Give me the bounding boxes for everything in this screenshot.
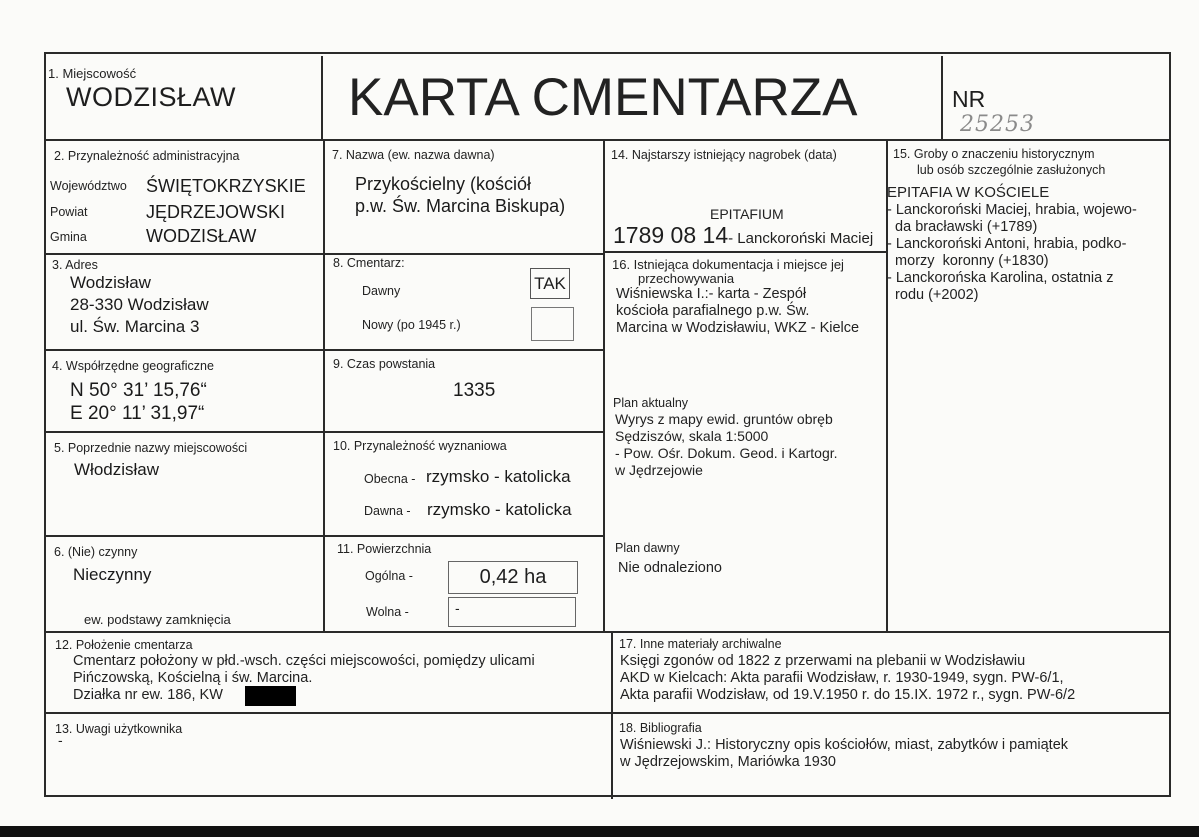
- admin-key-county: Powiat: [50, 205, 88, 219]
- free-area-field[interactable]: -: [448, 597, 576, 627]
- historic-graves-heading: EPITAFIA W KOŚCIELE: [887, 184, 1050, 201]
- field-17-label: 17. Inne materiały archiwalne: [619, 637, 782, 651]
- page-title: KARTA CMENTARZA: [348, 68, 858, 127]
- current-plan-line-1: Wyrys z mapy ewid. gruntów obręb: [615, 411, 833, 427]
- field-1-label: 1. Miejscowość: [48, 66, 137, 81]
- archive-line-1: Księgi zgonów od 1822 z przerwami na plebanii w Wodzisławiu: [620, 653, 1026, 669]
- former-denomination-label: Dawna -: [364, 504, 411, 518]
- current-plan-line-4: w Jędrzejowie: [615, 462, 703, 478]
- gravestone-type: EPITAFIUM: [710, 206, 784, 222]
- total-area-label: Ogólna -: [365, 569, 413, 583]
- locality-value: WODZISŁAW: [66, 82, 236, 112]
- coordinates-north: N 50° 31’ 15,76“: [70, 380, 207, 401]
- old-plan-value: Nie odnaleziono: [618, 560, 722, 576]
- current-denomination-label: Obecna -: [364, 472, 416, 486]
- closure-reason-label: ew. podstawy zamknięcia: [84, 612, 231, 627]
- address-line-3: ul. Św. Marcina 3: [70, 317, 200, 336]
- admin-value-commune: WODZISŁAW: [146, 226, 257, 246]
- free-area-label: Wolna -: [366, 605, 409, 619]
- current-plan-label: Plan aktualny: [613, 396, 689, 410]
- new-cemetery-checkbox[interactable]: [531, 307, 574, 341]
- admin-key-commune: Gmina: [50, 230, 87, 244]
- field-6-label: 6. (Nie) czynny: [54, 545, 138, 559]
- field-15-label: 15. Groby o znaczeniu historycznym: [893, 147, 1095, 161]
- old-cemetery-label: Dawny: [362, 284, 401, 298]
- admin-value-province: ŚWIĘTOKRZYSKIE: [146, 176, 306, 196]
- current-plan-line-2: Sędziszów, skala 1:5000: [615, 428, 769, 444]
- field-7-label: 7. Nazwa (ew. nazwa dawna): [332, 148, 495, 162]
- archive-line-3: Akta parafii Wodzisław, od 19.V.1950 r. do 15.IX. 1972 r., sygn. PW-6/2: [620, 687, 1076, 703]
- historic-grave-line-3: - Lanckoroński Antoni, hrabia, podko-: [887, 236, 1127, 252]
- field-15-label-line-2: lub osób szczególnie zasłużonych: [917, 163, 1106, 177]
- current-plan-line-3: - Pow. Ośr. Dokum. Geod. i Kartogr.: [615, 445, 838, 461]
- scan-edge: [0, 826, 1199, 837]
- bibliography-line-2: w Jędrzejowskim, Mariówka 1930: [620, 754, 836, 770]
- new-cemetery-label: Nowy (po 1945 r.): [362, 318, 461, 332]
- old-cemetery-checkbox[interactable]: TAK: [530, 268, 570, 299]
- coordinates-east: E 20° 11’ 31,97“: [70, 403, 205, 424]
- former-name-value: Włodzisław: [74, 460, 160, 479]
- user-notes-value: -: [58, 732, 63, 748]
- field-16-label-line-2: przechowywania: [638, 271, 735, 286]
- field-9-label: 9. Czas powstania: [333, 357, 436, 371]
- founding-year-value: 1335: [453, 380, 496, 401]
- field-16-label: 16. Istniejąca dokumentacja i miejsce jej: [612, 257, 844, 272]
- field-11-label: 11. Powierzchnia: [337, 542, 432, 556]
- archive-line-2: AKD w Kielcach: Akta parafii Wodzisław, r. 1930-1949, sygn. PW-6/1,: [620, 670, 1064, 686]
- field-10-label: 10. Przynależność wyznaniowa: [333, 439, 507, 453]
- location-line-1: Cmentarz położony w płd.-wsch. części miejscowości, pomiędzy ulicami: [73, 653, 535, 669]
- admin-key-province: Województwo: [50, 179, 127, 193]
- field-3-label: 3. Adres: [52, 258, 98, 272]
- bibliography-line-1: Wiśniewski J.: Historyczny opis kościołów, miast, zabytków i pamiątek: [620, 737, 1069, 753]
- redacted-block: [245, 686, 296, 706]
- admin-value-county: JĘDRZEJOWSKI: [146, 202, 286, 222]
- field-8-label: 8. Cmentarz:: [333, 256, 405, 270]
- field-4-label: 4. Współrzędne geograficzne: [52, 359, 214, 373]
- nr-label: NR: [952, 86, 986, 112]
- historic-grave-line-2: da bracławski (+1789): [887, 219, 1038, 235]
- nr-value: 25253: [960, 112, 1035, 137]
- gravestone-date: 1789 08 14: [613, 222, 729, 248]
- location-line-2: Pińczowską, Kościelną i św. Marcina.: [73, 670, 313, 686]
- field-5-label: 5. Poprzednie nazwy miejscowości: [54, 441, 248, 455]
- documentation-line-1: Wiśniewska I.:- karta - Zespół: [616, 286, 807, 302]
- historic-grave-line-1: - Lanckoroński Maciej, hrabia, wojewo-: [887, 202, 1137, 218]
- status-value: Nieczynny: [73, 565, 152, 584]
- address-line-2: 28-330 Wodzisław: [70, 295, 209, 314]
- total-area-field[interactable]: 0,42 ha: [448, 561, 578, 594]
- former-denomination-value: rzymsko - katolicka: [427, 500, 572, 519]
- cemetery-name-line-2: p.w. Św. Marcina Biskupa): [355, 196, 566, 216]
- field-2-label: 2. Przynależność administracyjna: [54, 149, 240, 163]
- field-18-label: 18. Bibliografia: [619, 721, 702, 735]
- cemetery-name-line-1: Przykościelny (kościół: [355, 174, 532, 194]
- historic-grave-line-4: morzy koronny (+1830): [887, 253, 1049, 269]
- old-plan-label: Plan dawny: [615, 541, 680, 555]
- documentation-line-3: Marcina w Wodzisławiu, WKZ - Kielce: [616, 320, 860, 336]
- gravestone-person: - Lanckoroński Maciej: [728, 230, 874, 247]
- historic-grave-line-6: rodu (+2002): [887, 287, 979, 303]
- oldest-gravestone: [613, 222, 873, 249]
- field-14-label: 14. Najstarszy istniejący nagrobek (data): [611, 148, 837, 162]
- field-12-label: 12. Położenie cmentarza: [55, 638, 193, 652]
- historic-grave-line-5: - Lanckorońska Karolina, ostatnia z: [887, 270, 1114, 286]
- field-13-label: 13. Uwagi użytkownika: [55, 722, 183, 736]
- documentation-line-2: kościoła parafialnego p.w. Św.: [616, 303, 810, 319]
- location-line-3: Działka nr ew. 186, KW: [73, 687, 223, 703]
- current-denomination-value: rzymsko - katolicka: [426, 467, 571, 486]
- address-line-1: Wodzisław: [70, 273, 151, 292]
